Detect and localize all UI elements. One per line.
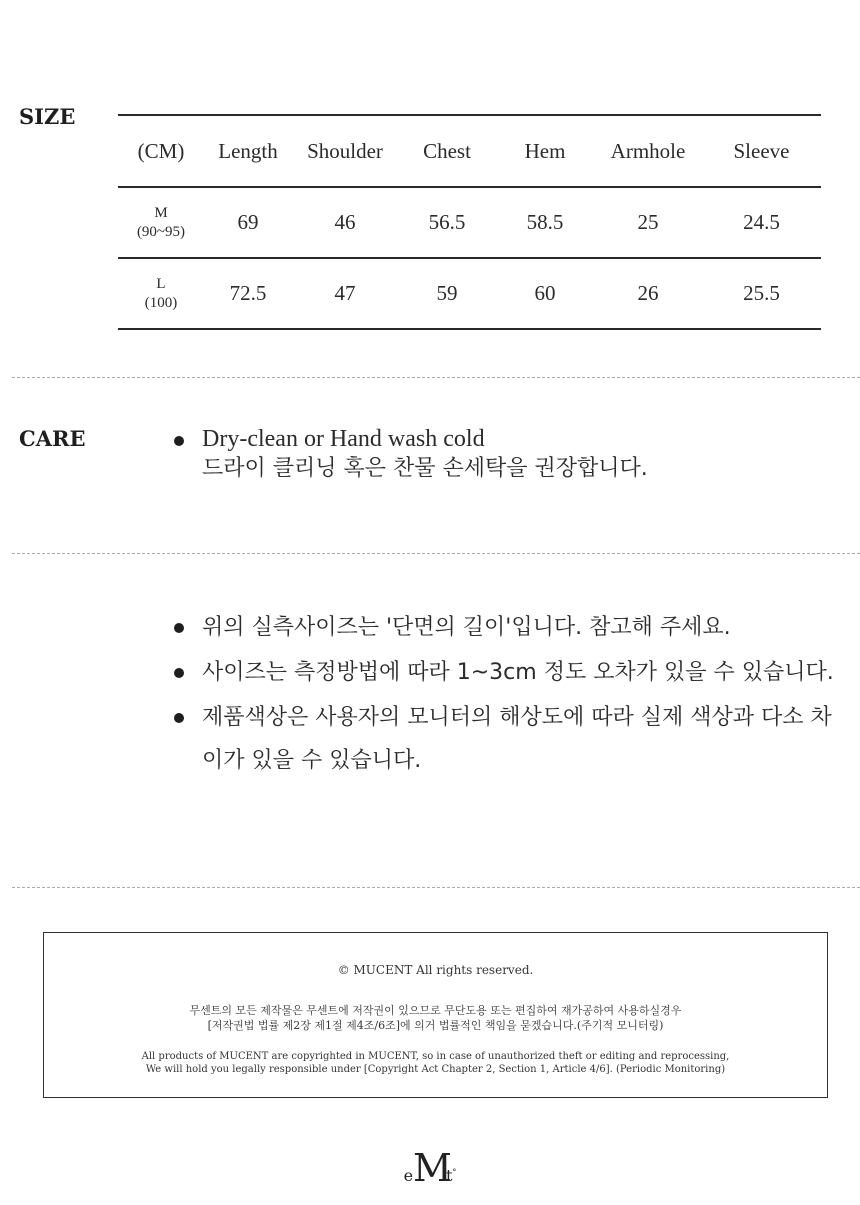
note-item <box>174 651 834 694</box>
size-row-m <box>118 186 821 257</box>
copyright-en-line: All products of MUCENT are copyrighted in MUCENT, so in case of unauthorized theft or editing and reprocessing, <box>141 1051 730 1062</box>
care-section-label: CARE <box>19 426 86 451</box>
logo-right: t <box>445 1166 453 1185</box>
value-shoulder: 47 <box>334 281 356 305</box>
logo-left: e <box>403 1166 414 1185</box>
notes-list <box>174 606 834 784</box>
brand-logo <box>0 1146 860 1190</box>
header-armhole: Armhole <box>610 138 686 163</box>
header-chest: Chest <box>423 138 471 163</box>
header-sleeve: Sleeve <box>733 138 790 163</box>
value-armhole: 26 <box>637 281 659 305</box>
value-sleeve: 25.5 <box>743 281 780 305</box>
divider <box>12 377 860 378</box>
size-table-header <box>118 114 821 186</box>
size-name: L <box>156 275 166 292</box>
copyright-ko <box>44 1003 827 1033</box>
value-shoulder: 46 <box>334 210 356 234</box>
copyright-ko-line: 무센트의 모든 제작물은 무센트에 저작권이 있으므로 무단도용 또는 편집하여 재가공하여 사용하실경우 <box>189 1004 682 1017</box>
note-bullet <box>174 623 184 633</box>
size-label-m <box>118 204 204 242</box>
note-item <box>174 606 834 649</box>
value-chest: 56.5 <box>428 210 466 234</box>
copyright-ko-line: [저작권법 법률 제2장 제1절 제4조/6조]에 의거 법률적인 책임을 묻겠습니다.(주기적 모니터링) <box>207 1019 664 1032</box>
size-name: M <box>154 204 168 221</box>
size-row-l <box>118 257 821 330</box>
value-length: 69 <box>237 210 259 234</box>
note-text: 위의 실측사이즈는 '단면의 길이'입니다. 참고해 주세요. <box>202 615 731 640</box>
logo-middle: M <box>413 1146 446 1190</box>
care-text-ko: 드라이 클리닝 혹은 찬물 손세탁을 권장합니다. <box>202 456 648 481</box>
size-table <box>118 114 821 330</box>
size-section-label: SIZE <box>19 104 76 129</box>
value-hem: 58.5 <box>526 210 564 234</box>
copyright-box <box>43 932 828 1098</box>
note-bullet <box>174 668 184 678</box>
copyright-title: © MUCENT All rights reserved. <box>337 963 534 977</box>
value-hem: 60 <box>534 281 556 305</box>
value-armhole: 25 <box>637 210 659 234</box>
copyright-en-line: We will hold you legally responsible under [Copyright Act Chapter 2, Section 1, Article 4/6]. (Periodic Monitoring) <box>145 1064 726 1075</box>
copyright-en <box>44 1050 827 1076</box>
header-shoulder: Shoulder <box>307 138 383 163</box>
note-item <box>174 696 834 782</box>
size-range: (100) <box>144 294 178 311</box>
note-text: 사이즈는 측정방법에 따라 1~3cm 정도 오차가 있을 수 있습니다. <box>202 660 834 685</box>
header-hem: Hem <box>524 138 566 163</box>
size-range: (90~95) <box>136 223 186 240</box>
note-bullet <box>174 713 184 723</box>
size-label-l <box>118 275 204 313</box>
value-length: 72.5 <box>229 281 267 305</box>
care-bullet <box>174 436 184 446</box>
value-sleeve: 24.5 <box>743 210 780 234</box>
care-text-en: Dry-clean or Hand wash cold <box>202 426 485 452</box>
logo-dot-icon: ° <box>452 1167 457 1177</box>
divider <box>12 553 860 554</box>
header-length: Length <box>218 138 278 163</box>
care-text <box>202 424 648 484</box>
note-text: 제품색상은 사용자의 모니터의 해상도에 따라 실제 색상과 다소 차이가 있을 수 있습니다. <box>202 705 832 773</box>
header-unit: (CM) <box>137 138 185 163</box>
value-chest: 59 <box>436 281 458 305</box>
divider <box>12 887 860 888</box>
